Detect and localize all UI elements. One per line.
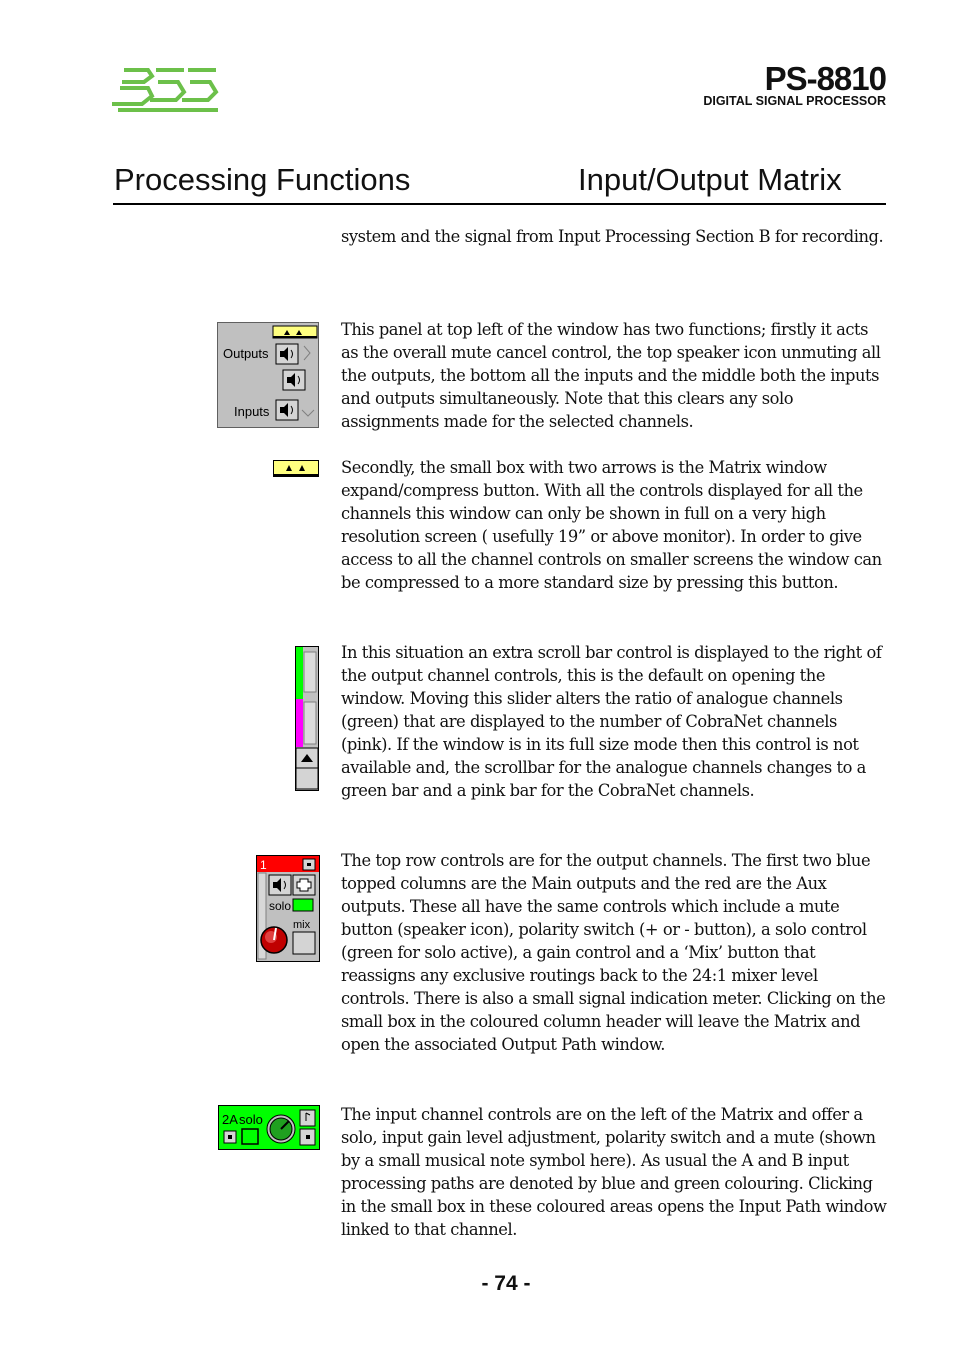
solo-indicator [293, 899, 313, 911]
speaker-icon [276, 400, 298, 420]
bss-logo [112, 66, 220, 116]
paragraph-intro: system and the signal from Input Processing Section B for recording. [341, 227, 884, 246]
mute-cancel-panel [217, 322, 319, 428]
speaker-icon [283, 370, 305, 390]
paragraph-expand-button: Secondly, the small box with two arrows is the Matrix window expand/compress button. With all the controls displayed for all the channels this window can only be shown in full on a very high resolution screen ( usefully 19” or above monitor). In order to give access to all the channel controls on smaller screens the window can be compressed to a more standard size by pressing this button. [341, 458, 882, 592]
paragraph-input-controls: The input channel controls are on the left of the Matrix and offer a solo, input gain level adjustment, polarity switch and a mute (shown by a small musical note symbol here). As usual the A and B input processing paths are denoted by blue and green colouring. Clicking in the small box in these coloured areas opens the Input Path window linked to that channel. [341, 1105, 887, 1239]
mix-label: mix [293, 919, 311, 931]
channel-ratio-scrollbar [295, 646, 319, 791]
section-title: Processing Functions [114, 162, 411, 197]
paragraph-scroll-control: In this situation an extra scroll bar control is displayed to the right of the output channel controls, this is the default on opening the window. Moving this slider alters the ratio of analogue channels (green) that are displayed to the number of CobraNet channels (pink). If the window is in its full size mode then this control is not available and, the scrollbar for the analogue channels changes to a green bar and a pink bar for the CobraNet channels. [341, 643, 882, 800]
analogue-segment [296, 647, 303, 699]
plus-icon [293, 875, 315, 895]
solo-label: solo [269, 899, 292, 913]
inputs-label: Inputs [234, 404, 270, 419]
paragraph-mute-panel: This panel at top left of the window has two functions; firstly it acts as the overall mute cancel control, the top speaker icon unmuting all the outputs, the bottom all the inputs and the middle both the inputs and outputs simultaneously. Note that this clears any solo assignments made for the selected channels. [341, 320, 881, 431]
paragraph-output-controls: The top row controls are for the output channels. The first two blue topped columns are the Main outputs and the red are the Aux outputs. These all have the same controls which include a mute button (speaker icon), polarity switch (+ or - button), a solo control (green for solo active), a gain control and a ‘Mix’ button that reassigns any exclusive routings back to the 24:1 mixer level controls. There is also a small signal indication meter. Clicking on the small box in the coloured column header will leave the Matrix and open the associated Output Path window. [341, 851, 886, 1054]
mix-button [293, 932, 315, 954]
speaker-icon [269, 875, 291, 895]
page-number: - 74 - [481, 1272, 531, 1295]
solo-label: solo [239, 1112, 263, 1127]
expand-arrows-icon [273, 326, 317, 338]
input-channel-strip [218, 1105, 320, 1150]
product-title [703, 62, 886, 108]
output-channel-strip [256, 855, 320, 962]
model-name: PS-8810 [764, 60, 886, 97]
channel-number: 1 [260, 858, 267, 872]
model-subtitle: DIGITAL SIGNAL PROCESSOR [703, 94, 886, 108]
outputs-label: Outputs [223, 346, 269, 361]
speaker-icon [276, 344, 298, 364]
cobranet-segment [296, 699, 303, 747]
solo-indicator [242, 1129, 258, 1144]
channel-label: 2A [222, 1112, 238, 1127]
header-rule [113, 203, 886, 205]
expand-compress-button [273, 460, 319, 477]
polarity-button [300, 1110, 315, 1126]
subsection-title: Input/Output Matrix [578, 162, 842, 197]
